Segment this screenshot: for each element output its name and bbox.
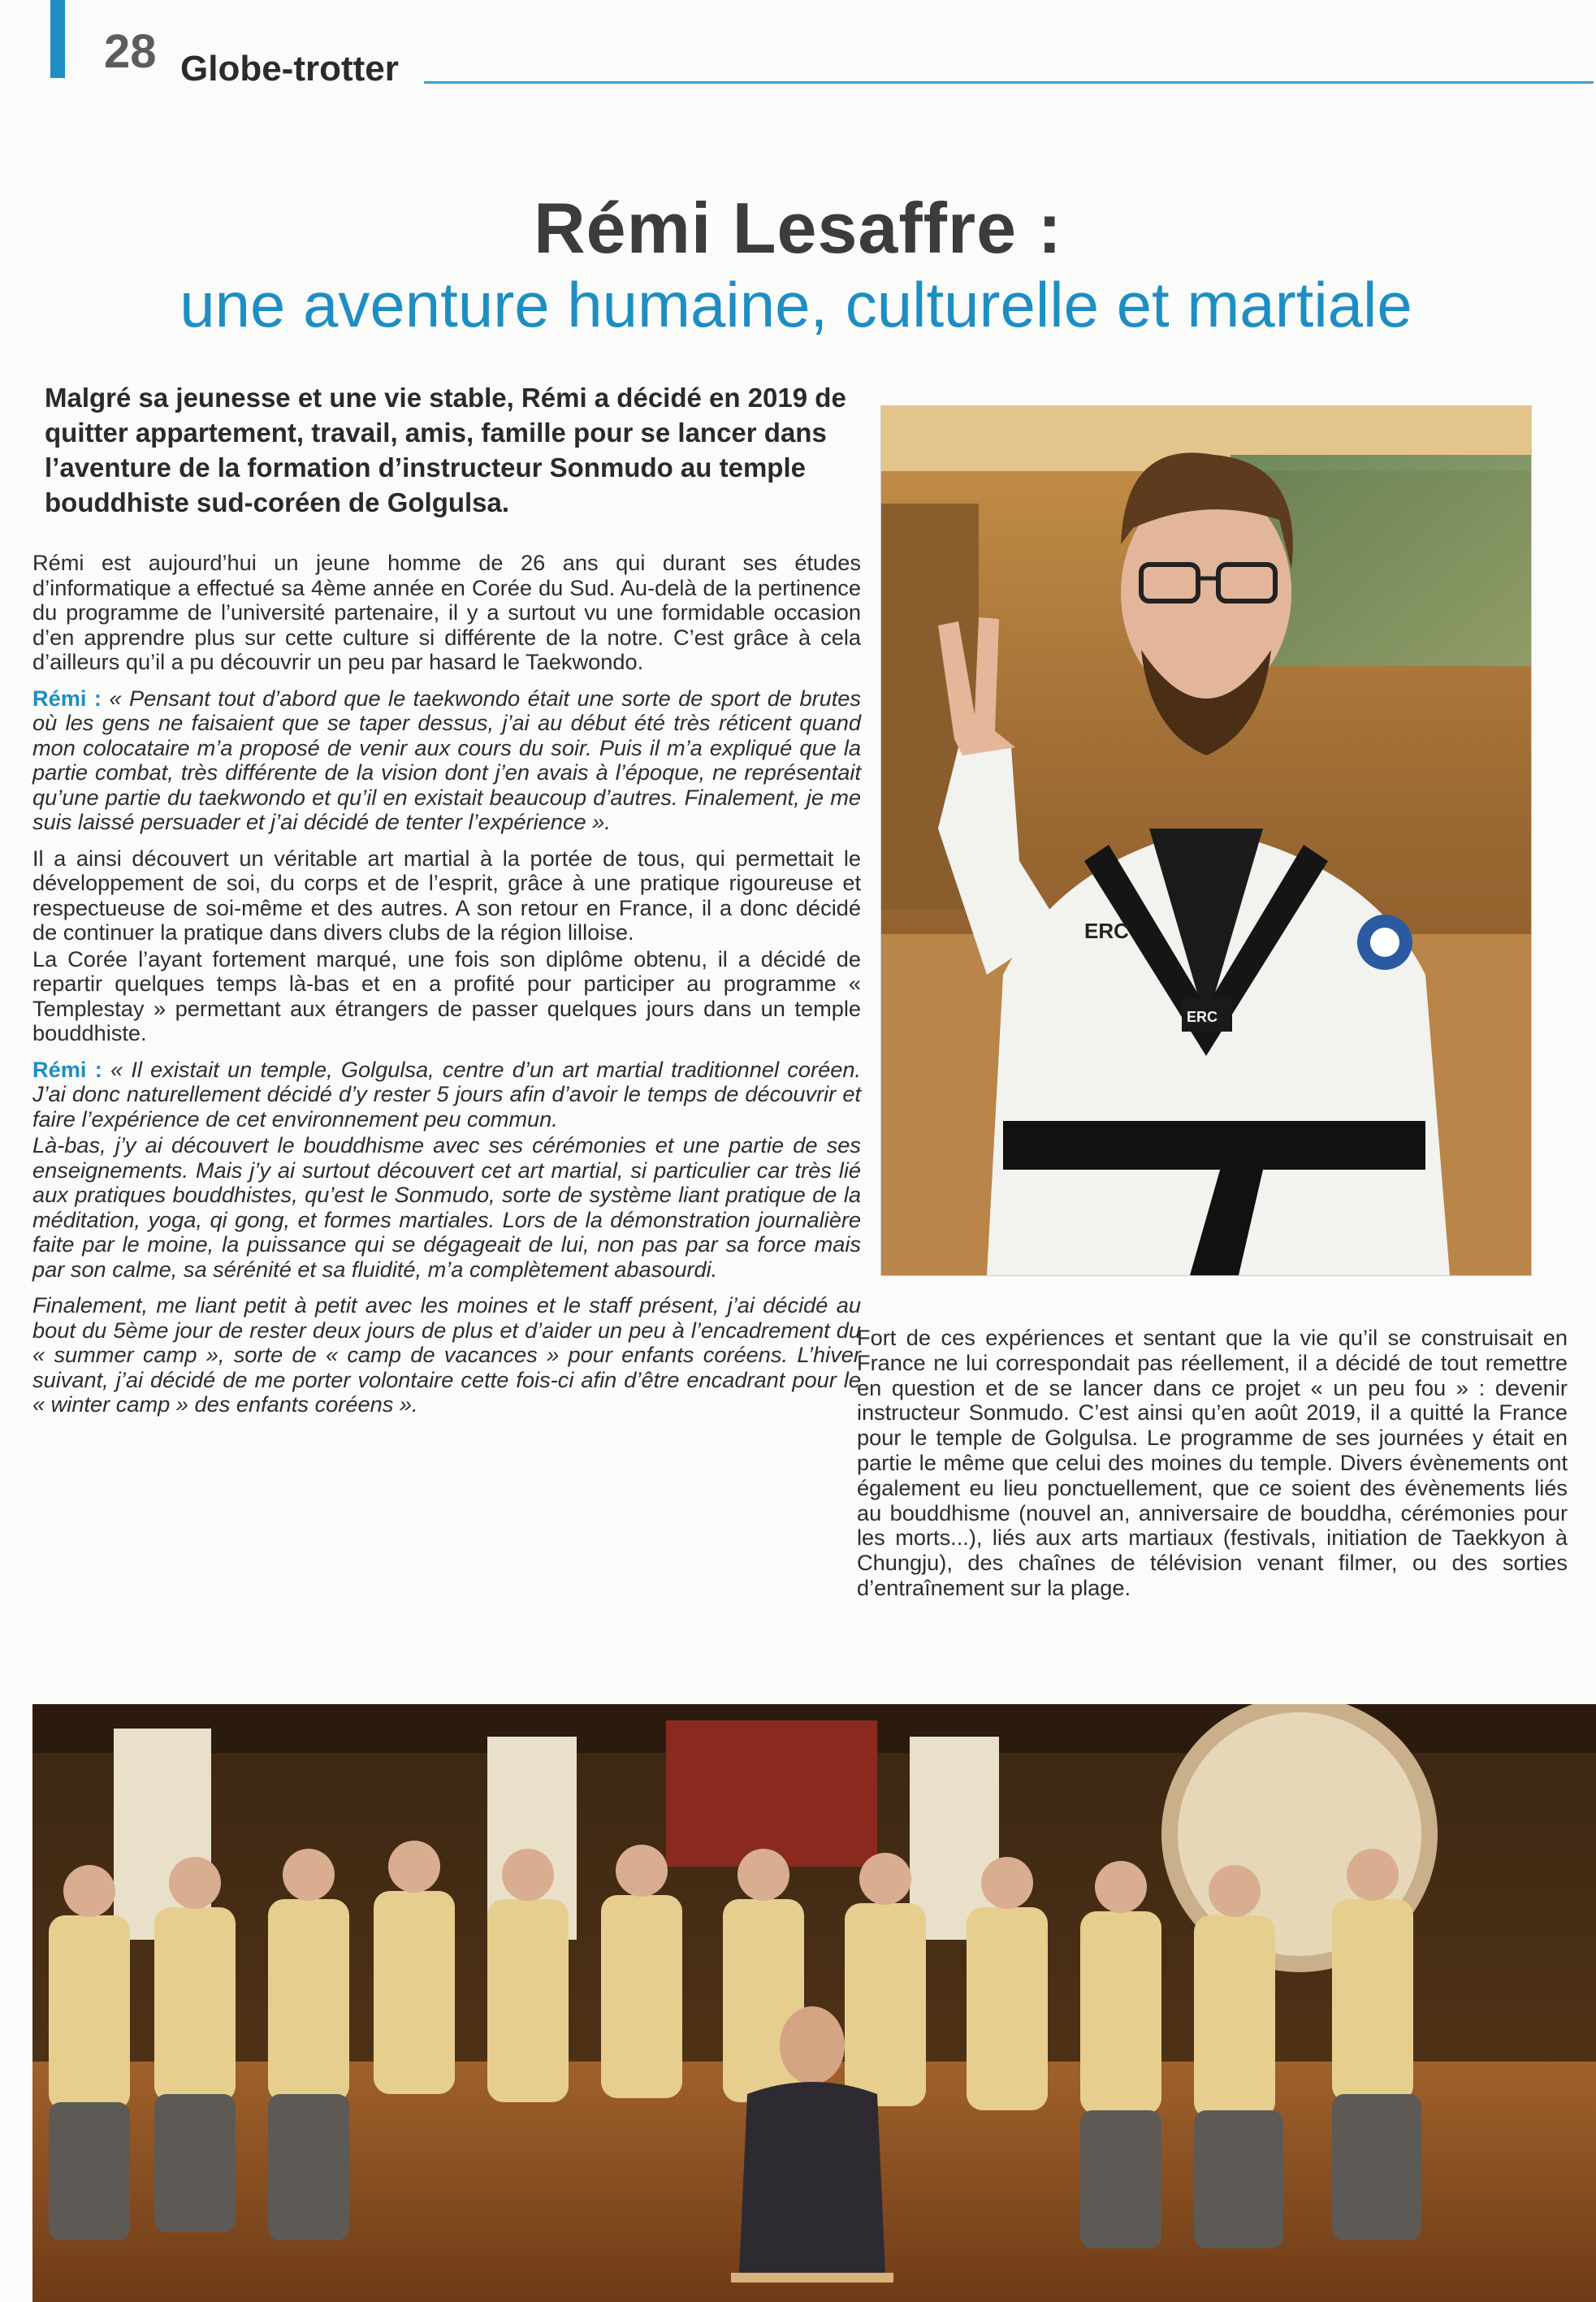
portrait-photo-illustration: [881, 406, 1531, 1275]
article-title: Rémi Lesaffre :: [534, 188, 1062, 268]
paragraph-3: La Corée l’ayant fortement marqué, une fois son diplôme obtenu, il a décidé de repartir quelques temps là-bas et en a profité pour participer au programme « Templestay » permettant aux étrangers de passer quelques jours dans un temple bouddhiste.: [32, 945, 861, 1045]
paragraph-2: Il a ainsi découvert un véritable art martial à la portée de tous, qui permettait le développement de soi, du corps et de l’esprit, grâce à une pratique rigoureuse et respectueuse de soi-même et des autres. A son retour en France, il a donc décidé de continuer la pratique dans divers clubs de la région lilloise.: [32, 845, 861, 945]
portrait-photo: [881, 406, 1531, 1275]
quote-speaker: Rémi :: [32, 1056, 102, 1082]
quote-2: [32, 1058, 861, 1132]
group-photo-illustration: [32, 1704, 1596, 2302]
belt-badge-text: ERC: [1187, 1009, 1218, 1025]
quote-1: [32, 686, 861, 835]
quote-text: « Il existait un temple, Golgulsa, centre d’un art martial traditionnel coréen. J’ai donc naturellement décidé d’y rester 5 jours afin d’avoir le temps de découvrir et faire l’expérience de cet environnement peu commun.: [32, 1056, 861, 1132]
page-number: 28: [104, 25, 157, 78]
article-subtitle: une aventure humaine, culturelle et martiale: [179, 269, 1412, 340]
paragraph-right: Fort de ces expériences et sentant que la vie qu’il se construisait en France ne lui correspondait pas réellement, il a décidé de tout remettre en question et de se lancer dans ce projet « un peu fou » : devenir instructeur Sonmudo. C’est ainsi qu’en août 2019, il a quitté la France pour le temple de Golgulsa. Le programme de ses journées y était en partie le même que celui des moines du temple. Divers évènements ont également eu lieu ponctuellement, que ce soient des évènements liés au bouddhisme (nouvel an, anniversaire de bouddha, cérémonies pour les morts...), liés aux arts martiaux (festivals, initiation de Taekkyon à Chungju), des chaînes de télévision venant filmer, ou des sorties d’entraînement sur la plage.: [857, 1325, 1568, 1600]
article-lede: Malgré sa jeunesse et une vie stable, Rémi a décidé en 2019 de quitter appartement, travail, amis, famille pour se lancer dans l’aventure de la formation d’instructeur Sonmudo au temple bouddhiste sud-coréen de Golgulsa.: [45, 383, 846, 517]
paragraph-intro: Rémi est aujourd’hui un jeune homme de 26 ans qui durant ses études d’informatique a effectué sa 4ème année en Corée du Sud. Au-delà de la pertinence du programme de l’université partenaire, il y a surtout vu une formidable occasion d’en apprendre plus sur cette culture si différente de la notre. C’est grâce à cela d’ailleurs qu’il a pu découvrir un peu par hasard le Taekwondo.: [32, 550, 861, 674]
dobok-patch-text: ERC: [1084, 919, 1129, 943]
quote-4: Finalement, me liant petit à petit avec les moines et le staff présent, j’ai décidé au bout du 5ème jour de rester deux jours de plus et d’aider un peu à l’encadrement du « summer camp », sorte de « camp de vacances » pour enfants coréens. L’hiver suivant, j’ai décidé de me porter volontaire cette fois-ci afin d’être encadrant pour le « winter camp » des enfants coréens ».: [32, 1292, 861, 1417]
quote-text: « Pensant tout d’abord que le taekwondo était une sorte de sport de brutes où les gens ne faisaient que se taper dessus, j’ai au début été très réticent quand mon colocataire m’a proposé de venir aux cours du soir. Puis il m’a expliqué que la partie combat, très différente de la vision dont j’en avais à l’époque, ne représentait qu’une partie du taekwondo et qu’il en existait beaucoup d’autres. Finalement, je me suis laissé persuader et j’ai décidé de tenter l’expérience ».: [32, 685, 862, 834]
quote-speaker: Rémi :: [32, 685, 102, 711]
group-photo: [32, 1704, 1596, 2302]
section-title: Globe-trotter: [180, 49, 399, 89]
header-accent-bar: [50, 0, 65, 78]
quote-3: Là-bas, j’y ai découvert le bouddhisme avec ses cérémonies et une partie de ses enseignements. Mais j’y ai surtout découvert cet art martial, si particulier car très lié aux pratiques bouddhistes, qu’est le Sonmudo, sorte de système liant pratique de la méditation, yoga, qi gong, et formes martiales. Lors de la démonstration journalière faite par le moine, la puissance qui se dégageait de lui, non pas par sa force mais par son calme, sa sérénité et sa fluidité, m’a complètement abasourdi.: [32, 1132, 861, 1282]
header-divider: [424, 81, 1594, 84]
right-column: [857, 1326, 1568, 1601]
left-column: [32, 551, 861, 1419]
